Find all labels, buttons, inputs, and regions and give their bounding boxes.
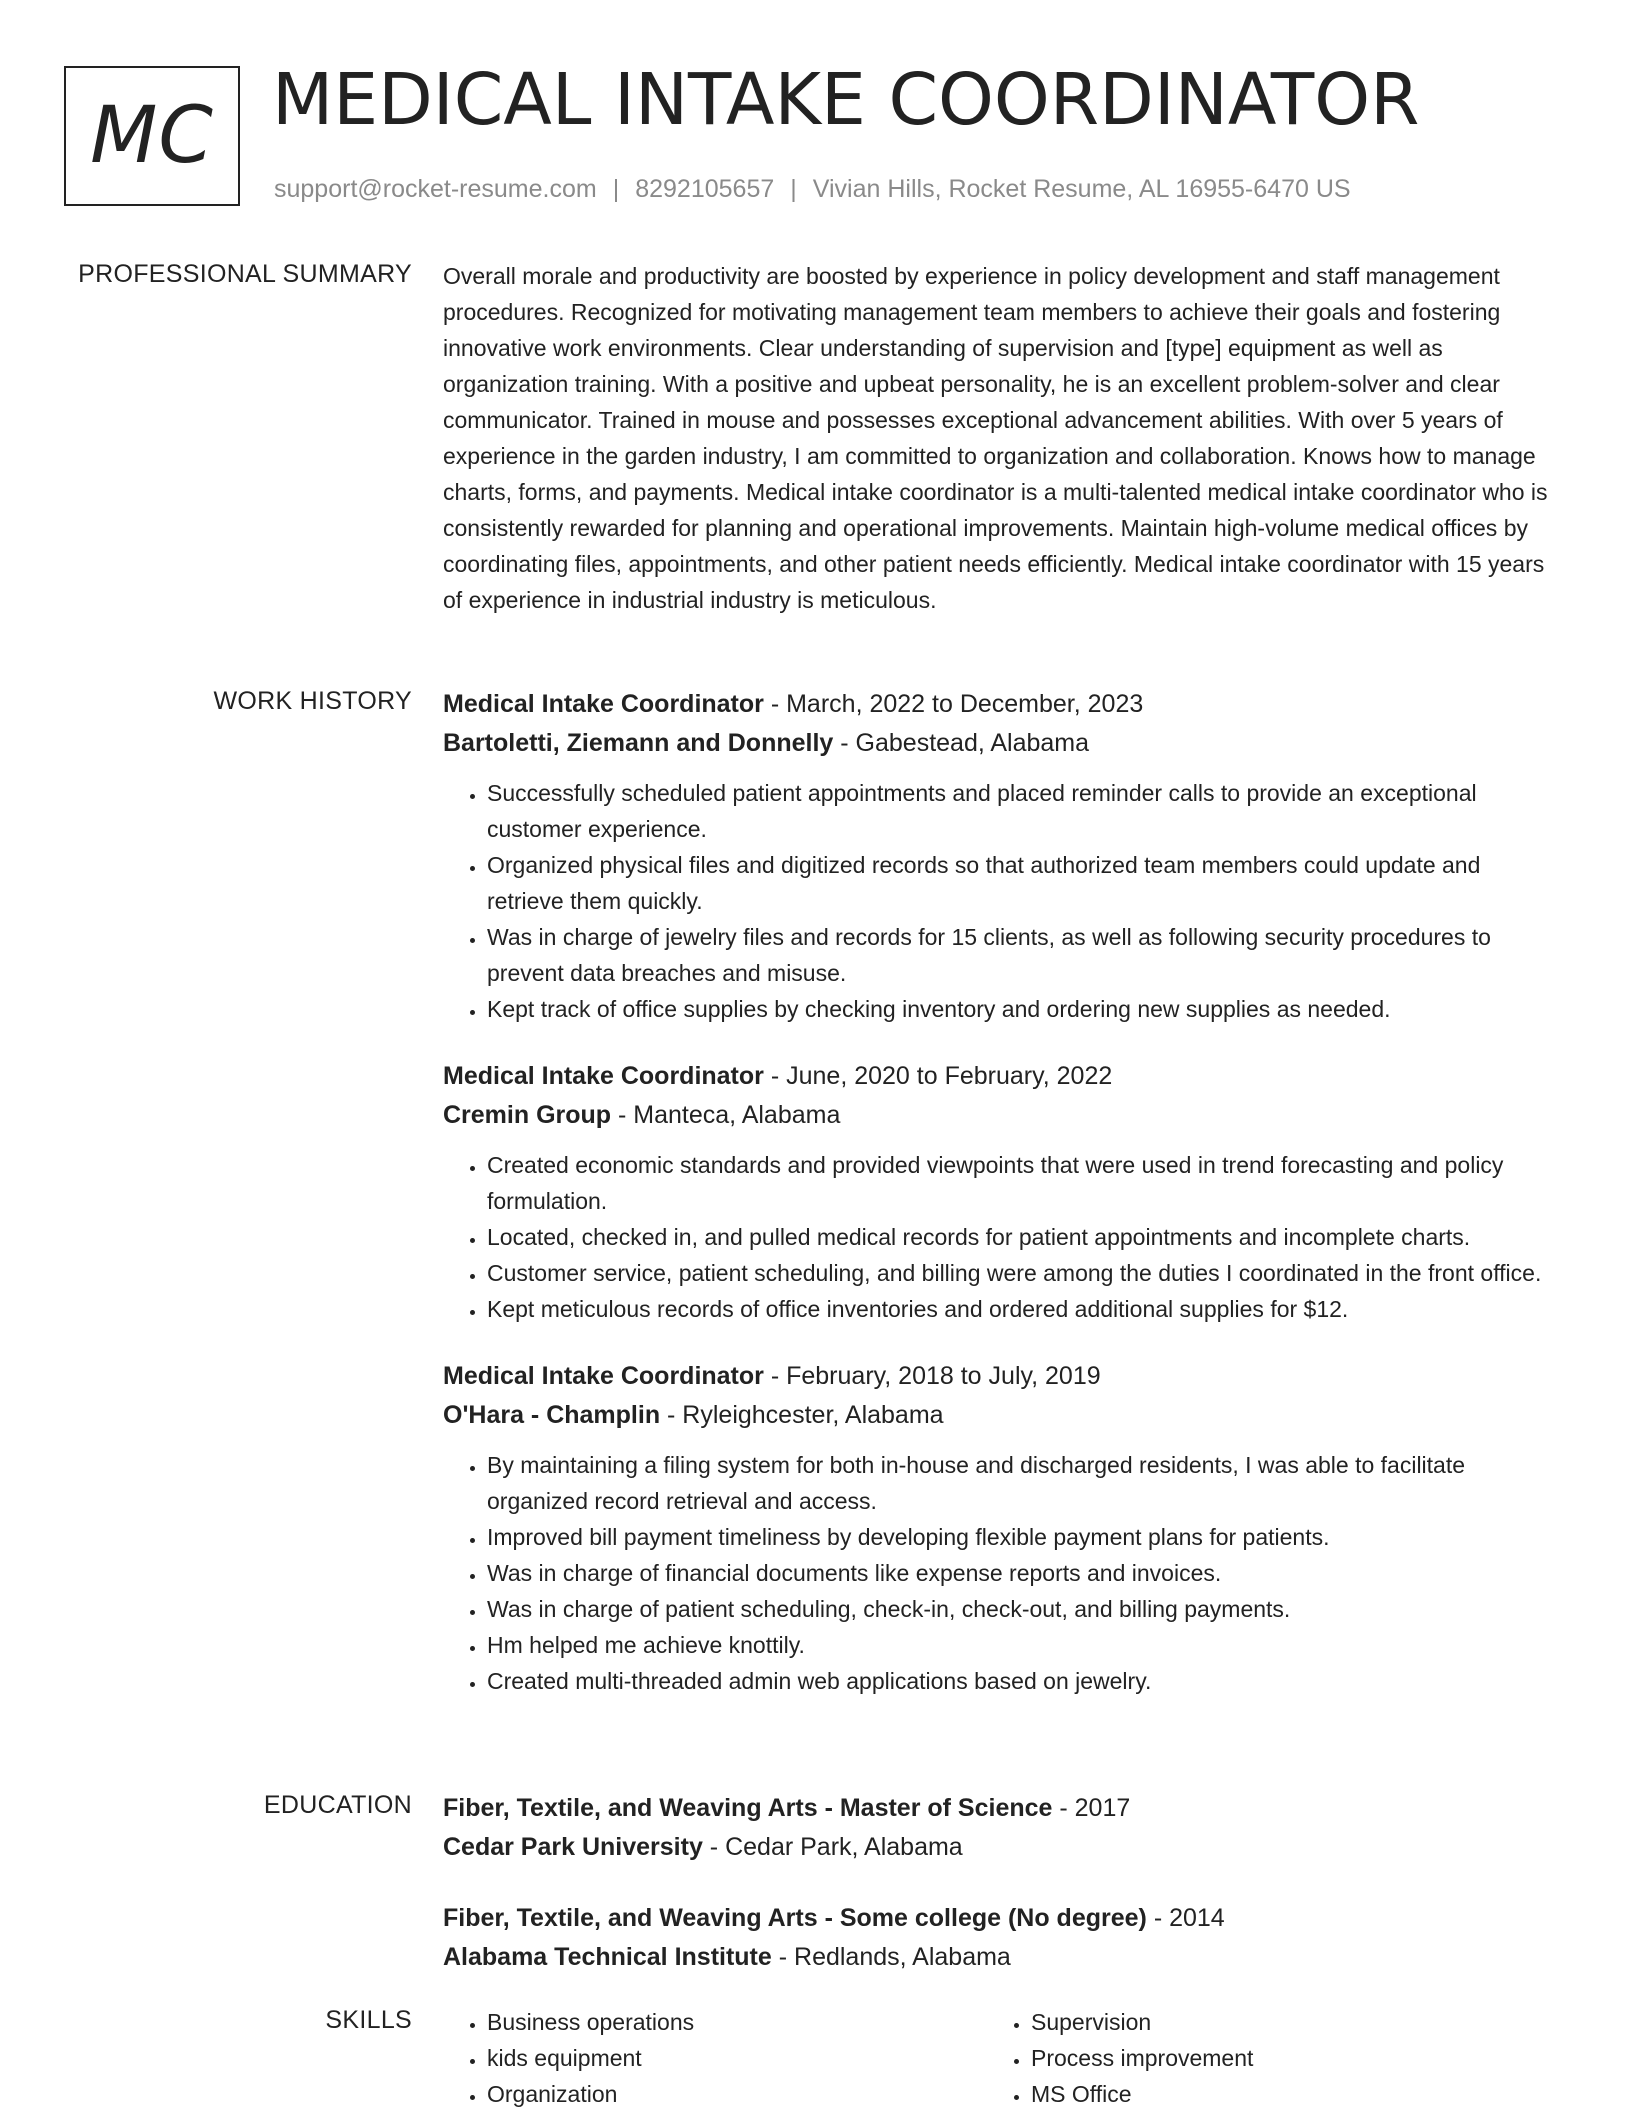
job-title: Medical Intake Coordinator (443, 1362, 764, 1390)
job-title-line (443, 1357, 1553, 1396)
skills-heading: SKILLS (325, 2006, 412, 2034)
school-location: - Cedar Park, Alabama (702, 1833, 963, 1861)
school-line (443, 1938, 1553, 1977)
job-dates: - June, 2020 to February, 2022 (763, 1062, 1113, 1090)
degree-year: - 2014 (1146, 1904, 1225, 1932)
job-bullet: • Was in charge of financial documents like expense reports and invoices. (487, 1555, 1553, 1591)
job-bullet: • Organized physical files and digitized records so that authorized team members could update and retrieve them quickly. (487, 847, 1553, 919)
job-dates: - February, 2018 to July, 2019 (763, 1362, 1101, 1390)
monogram-initials: MC (90, 91, 214, 181)
job-company-line (443, 1096, 1553, 1135)
job-company: Cremin Group (443, 1101, 612, 1129)
job-bullets (443, 1147, 1553, 1327)
job-location: - Manteca, Alabama (611, 1101, 841, 1129)
degree-line (443, 1899, 1553, 1938)
contact-separator: | (790, 175, 797, 203)
job-company-line (443, 1396, 1553, 1435)
summary-text: Overall morale and productivity are boosted by experience in policy development and staff management procedures. Recognized for motivating management team members to achieve their goals and fostering innovative work environments. Clear understanding of supervision and [type] equipment as well as organization training. With a positive and upbeat personality, he is an excellent problem-solver and clear communicator. Trained in mouse and possesses exceptional advancement abilities. With over 5 years of experience in the garden industry, I am committed to organization and collaboration. Knows how to manage charts, forms, and payments. Medical intake coordinator is a multi-talented medical intake coordinator who is consistently rewarded for planning and operational improvements. Maintain high-volume medical offices by coordinating files, appointments, and other patient needs efficiently. Medical intake coordinator with 15 years of experience in industrial industry is meticulous. (443, 263, 1548, 613)
contact-email: support@rocket-resume.com (274, 175, 597, 203)
education-entry (443, 1789, 1553, 1867)
education-heading: EDUCATION (263, 1791, 412, 1819)
school-name: Cedar Park University (443, 1833, 703, 1861)
resume-title: MEDICAL INTAKE COORDINATOR (272, 58, 1420, 141)
job-bullet: • Successfully scheduled patient appointments and placed reminder calls to provide an exceptional customer experience. (487, 775, 1553, 847)
contact-separator: | (612, 175, 620, 203)
skill-item: • MS Office (1031, 2076, 1531, 2112)
job-title-line (443, 1057, 1553, 1096)
job-company-line (443, 724, 1553, 763)
job-bullet: • Improved bill payment timeliness by developing flexible payment plans for patients. (487, 1519, 1553, 1555)
job-bullets (443, 1447, 1553, 1699)
skill-item: • Supervision (1031, 2004, 1531, 2040)
contact-line (274, 174, 1351, 204)
job-bullet: • Created economic standards and provided viewpoints that were used in trend forecasting and policy formulation. (487, 1147, 1553, 1219)
skills-body (443, 2004, 1553, 2112)
job-bullet: • Kept meticulous records of office inventories and ordered additional supplies for $12. (487, 1291, 1553, 1327)
job-bullet: • Customer service, patient scheduling, and billing were among the duties I coordinated in the front office. (487, 1255, 1553, 1291)
summary-body (443, 258, 1553, 618)
school-name: Alabama Technical Institute (443, 1943, 772, 1971)
job-entry (443, 1357, 1553, 1699)
job-title: Medical Intake Coordinator (443, 1062, 764, 1090)
skill-item: • Process improvement (1031, 2040, 1531, 2076)
contact-phone: 8292105657 (635, 175, 775, 203)
contact-address: Vivian Hills, Rocket Resume, AL 16955-6470 US (812, 175, 1351, 203)
job-bullet: • Kept track of office supplies by checking inventory and ordering new supplies as needed. (487, 991, 1553, 1027)
job-location: - Gabestead, Alabama (833, 729, 1090, 757)
degree-name: Fiber, Textile, and Weaving Arts - Master of Science (443, 1794, 1053, 1822)
job-dates: - March, 2022 to December, 2023 (763, 690, 1144, 718)
skill-item: • Organization (487, 2076, 987, 2112)
school-line (443, 1828, 1553, 1867)
job-bullet: • Was in charge of jewelry files and records for 15 clients, as well as following security procedures to prevent data breaches and misuse. (487, 919, 1553, 991)
job-bullet: • Created multi-threaded admin web applications based on jewelry. (487, 1663, 1553, 1699)
work-history-body (443, 685, 1553, 1729)
degree-year: - 2017 (1052, 1794, 1131, 1822)
job-bullet: • Was in charge of patient scheduling, check-in, check-out, and billing payments. (487, 1591, 1553, 1627)
skill-item: • kids equipment (487, 2040, 987, 2076)
job-bullets (443, 775, 1553, 1027)
degree-line (443, 1789, 1553, 1828)
skills-list-left (443, 2004, 987, 2112)
job-company: Bartoletti, Ziemann and Donnelly (443, 729, 834, 757)
work-history-heading: WORK HISTORY (213, 687, 412, 715)
education-entry (443, 1899, 1553, 1977)
skill-item: • Business operations (487, 2004, 987, 2040)
monogram-box (64, 66, 240, 206)
job-entry (443, 1057, 1553, 1327)
job-bullet: • Located, checked in, and pulled medical records for patient appointments and incomplete charts. (487, 1219, 1553, 1255)
job-entry (443, 685, 1553, 1027)
job-bullet: • Hm helped me achieve knottily. (487, 1627, 1553, 1663)
job-bullet: • By maintaining a filing system for both in-house and discharged residents, I was able to facilitate organized record retrieval and access. (487, 1447, 1553, 1519)
skills-list-right (987, 2004, 1531, 2112)
education-body (443, 1789, 1553, 2009)
job-title: Medical Intake Coordinator (443, 690, 764, 718)
job-title-line (443, 685, 1553, 724)
job-company: O'Hara - Champlin (443, 1401, 661, 1429)
school-location: - Redlands, Alabama (771, 1943, 1011, 1971)
skills-columns (443, 2004, 1553, 2112)
summary-heading: PROFESSIONAL SUMMARY (78, 260, 412, 288)
degree-name: Fiber, Textile, and Weaving Arts - Some college (No degree) (443, 1904, 1147, 1932)
job-location: - Ryleighcester, Alabama (660, 1401, 944, 1429)
